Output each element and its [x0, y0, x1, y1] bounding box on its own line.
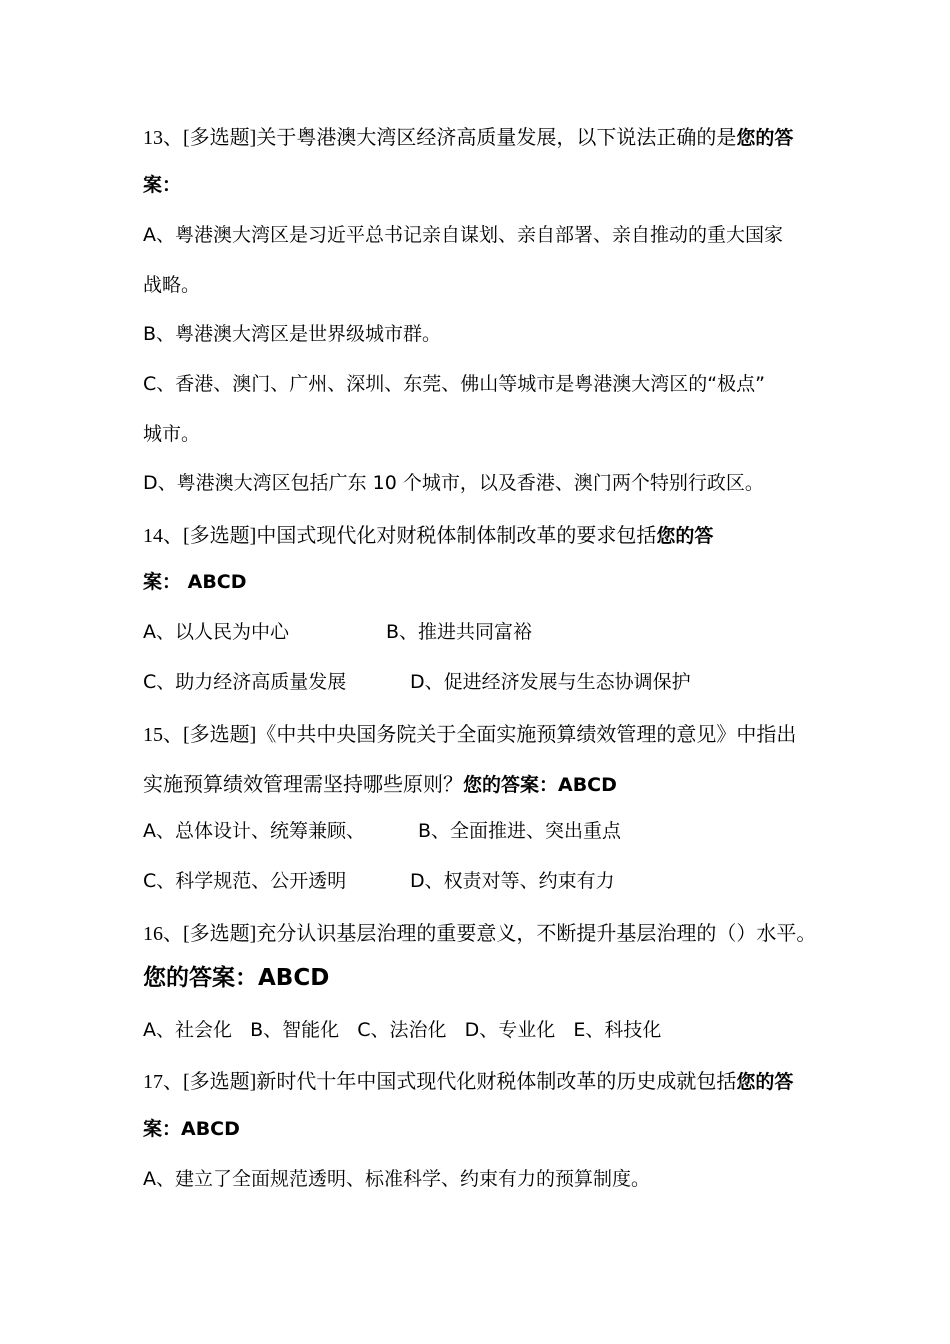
question-15-stem-line2 [143, 775, 617, 795]
question-14-answer: 案： ABCD [143, 571, 247, 593]
question-16-stem: 16、[多选题]充分认识基层治理的重要意义，不断提升基层治理的（）水平。 [143, 923, 817, 945]
question-15-answer: 您的答案：ABCD [463, 774, 617, 796]
question-13-option-b: B、粤港澳大湾区是世界级城市群。 [143, 323, 442, 345]
question-14-option-b: B、推进共同富裕 [386, 621, 533, 643]
question-16-answer: 您的答案：ABCD [143, 965, 330, 991]
question-14-answer-label: 您的答 [656, 525, 714, 547]
question-17-stem: 17、[多选题]新时代十年中国式现代化财税体制改革的历史成就包括 [143, 1071, 737, 1093]
question-15-option-a: A、总体设计、统筹兼顾、 [143, 820, 365, 842]
question-13-option-a-line1: A、粤港澳大湾区是习近平总书记亲自谋划、亲自部署、亲自推动的重大国家 [143, 224, 783, 246]
question-13-answer-label: 您的答 [736, 127, 794, 149]
question-13-answer-label-continued: 案： [143, 174, 182, 196]
question-14-option-c: C、助力经济高质量发展 [143, 671, 347, 693]
question-17-option-a: A、建立了全面规范透明、标准科学、约束有力的预算制度。 [143, 1168, 650, 1190]
question-17-stem-line [143, 1072, 793, 1092]
question-15-stem-line1: 15、[多选题]《中共中央国务院关于全面实施预算绩效管理的意见》中指出 [143, 724, 797, 746]
question-15-option-b: B、全面推进、突出重点 [418, 820, 622, 842]
question-14-option-d: D、促进经济发展与生态协调保护 [410, 671, 691, 693]
question-15-option-c: C、科学规范、公开透明 [143, 870, 347, 892]
question-14-option-a: A、以人民为中心 [143, 621, 289, 643]
question-15-stem: 实施预算绩效管理需坚持哪些原则？ [143, 774, 463, 796]
question-13-option-c-line2: 城市。 [143, 423, 201, 445]
question-13-stem: 13、[多选题]关于粤港澳大湾区经济高质量发展，以下说法正确的是 [143, 127, 737, 149]
question-13-option-d: D、粤港澳大湾区包括广东 10 个城市，以及香港、澳门两个特别行政区。 [143, 472, 764, 494]
question-14-stem-line [143, 526, 713, 546]
question-17-answer: 案：ABCD [143, 1118, 240, 1140]
question-14-stem: 14、[多选题]中国式现代化对财税体制体制改革的要求包括 [143, 525, 657, 547]
question-13-stem-line [143, 128, 793, 148]
question-13-option-a-line2: 战略。 [143, 274, 201, 296]
question-13-option-c-line1: C、香港、澳门、广州、深圳、东莞、佛山等城市是粤港澳大湾区的“极点” [143, 373, 765, 395]
question-15-option-d: D、权责对等、约束有力 [410, 870, 615, 892]
question-16-options: A、社会化 B、智能化 C、法治化 D、专业化 E、科技化 [143, 1019, 662, 1041]
question-17-answer-label: 您的答 [736, 1071, 794, 1093]
